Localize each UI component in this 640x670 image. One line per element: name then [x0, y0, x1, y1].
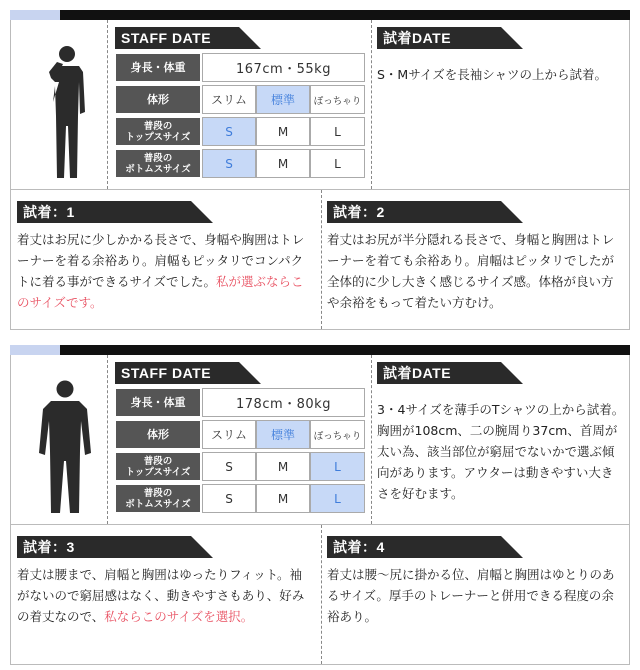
bottoms-size-l: L — [310, 484, 365, 513]
staff-data-table — [115, 388, 365, 518]
body-type-slim: スリム — [202, 85, 256, 114]
height-weight-label: 身長・体重 — [115, 53, 201, 82]
trial-1-highlight: 私が選ぶならこのサイズです。 — [17, 274, 304, 310]
block-top-bar — [10, 10, 630, 20]
staff-data-panel — [10, 355, 630, 525]
bottoms-size-m: M — [256, 149, 310, 178]
bottoms-size-s: S — [202, 484, 256, 513]
tops-size-label: 普段の トップスサイズ — [115, 117, 201, 146]
body-type-label: 体形 — [115, 85, 201, 114]
trial-1-text: 着丈はお尻に少しかかる長さで、身幅や胸囲はトレーナーを着る余裕あり。肩幅もピッタリでコンパクトに着る事ができるサイズでした。私が選ぶならこのサイズです。 — [17, 232, 305, 310]
tops-size-m: M — [256, 117, 310, 146]
fit-data-text: S・Mサイズを長袖シャツの上から試着。 — [377, 67, 607, 82]
height-weight-label: 身長・体重 — [115, 388, 201, 417]
height-weight-value: 167cm・55kg — [202, 53, 365, 82]
tops-size-s: S — [202, 117, 256, 146]
top-bar-accent — [10, 345, 60, 355]
person-silhouette-icon — [33, 42, 97, 182]
trial-4-text: 着丈は腰～尻に掛かる位、肩幅と胸囲はゆとりのあるサイズ。厚手のトレーナーと併用できる程度の余裕あり。 — [327, 567, 615, 624]
person-silhouette-icon — [33, 377, 97, 517]
tops-size-label: 普段の トップスサイズ — [115, 452, 201, 481]
bottoms-size-s: S — [202, 149, 256, 178]
body-type-standard: 標準 — [256, 420, 310, 449]
trial-2-text: 着丈はお尻が半分隠れる長さで、身幅と胸囲はトレーナーを着ても余裕あり。肩幅はピッタリでしたが全体的に少し大きく感じるサイズ感。体格が良い方や余裕をもって着たい方むけ。 — [327, 232, 615, 310]
block-top-bar — [10, 345, 630, 355]
fit-data-heading: 試着DATE — [377, 27, 523, 49]
bottoms-size-m: M — [256, 484, 310, 513]
trial-2-heading: 試着：2 — [327, 201, 523, 223]
body-type-chubby: ぽっちゃり — [310, 85, 365, 114]
trial-1-heading: 試着：1 — [17, 201, 213, 223]
tops-size-l: L — [310, 452, 365, 481]
fit-data-heading: 試着DATE — [377, 362, 523, 384]
top-bar-accent — [10, 10, 60, 20]
trial-3-highlight: 私ならこのサイズを選択。 — [104, 609, 254, 624]
staff-block-1 — [10, 10, 630, 330]
body-type-slim: スリム — [202, 420, 256, 449]
bottoms-size-label: 普段の ボトムスサイズ — [115, 484, 201, 513]
tops-size-m: M — [256, 452, 310, 481]
height-weight-value: 178cm・80kg — [202, 388, 365, 417]
trial-3-text: 着丈は腰まで、肩幅と胸囲はゆったりフィット。袖がないので窮屈感はなく、動きやすさもあり、好みの着丈なので、私ならこのサイズを選択。 — [17, 567, 305, 624]
bottoms-size-label: 普段の ボトムスサイズ — [115, 149, 201, 178]
trial-4-heading: 試着：4 — [327, 536, 523, 558]
staff-data-panel — [10, 20, 630, 190]
trial-panel — [10, 190, 630, 330]
staff-block-2 — [10, 345, 630, 665]
trial-panel — [10, 525, 630, 665]
trial-3-heading: 試着：3 — [17, 536, 213, 558]
staff-data-table — [115, 53, 365, 183]
bottoms-size-l: L — [310, 149, 365, 178]
fit-data-text: 3・4サイズを薄手のTシャツの上から試着。胸囲が108cm、二の腕周り37cm、首周が太い為、該当部位が窮屈でないかで選ぶ傾向があります。アウターは動きやすい大きさを好むます。 — [377, 402, 625, 501]
body-type-label: 体形 — [115, 420, 201, 449]
staff-data-heading: STAFF DATE — [115, 27, 261, 49]
body-type-standard: 標準 — [256, 85, 310, 114]
staff-data-heading: STAFF DATE — [115, 362, 261, 384]
tops-size-s: S — [202, 452, 256, 481]
tops-size-l: L — [310, 117, 365, 146]
body-type-chubby: ぽっちゃり — [310, 420, 365, 449]
